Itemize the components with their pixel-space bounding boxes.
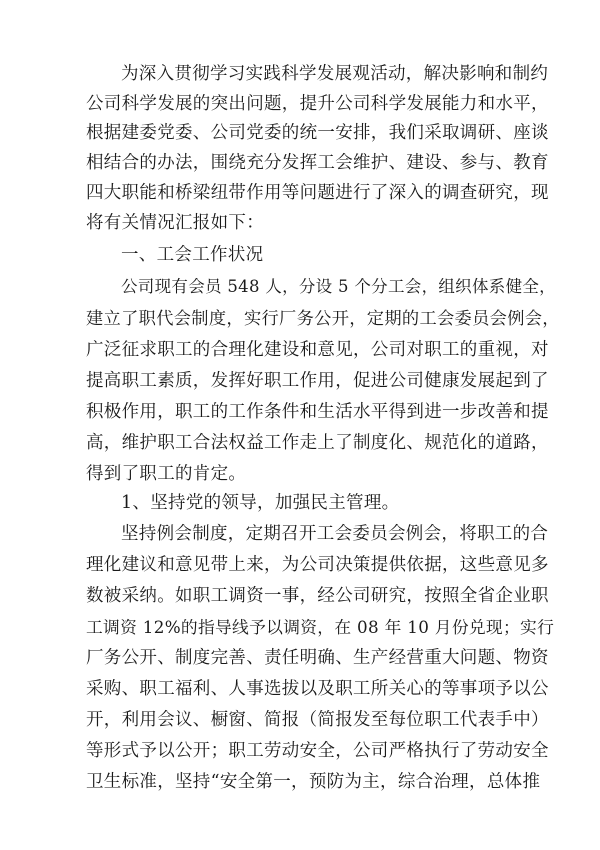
text-line-24: 卫生标准，坚持“安全第一，预防为主，综合治理，总体推 xyxy=(86,772,541,792)
text-line-16: 坚持例会制度，定期召开工会委员会例会，将职工的合 xyxy=(121,524,549,544)
text-line-5: 四大职能和桥梁纽带作用等问题进行了深入的调查研究，现 xyxy=(86,183,549,203)
text-line-9: 建立了职代会制度，实行厂务公开，定期的工会委员会例会， xyxy=(86,309,560,329)
text-line-14: 得到了职工的肯定。 xyxy=(86,464,247,484)
text-line-3: 根据建委党委、公司党委的统一安排，我们采取调研、座谈 xyxy=(86,123,549,143)
subsection-heading: 1、坚持党的领导，加强民主管理。 xyxy=(121,493,400,513)
text-line-17: 理化建议和意见带上来，为公司决策提供依据，这些意见多 xyxy=(86,555,549,575)
text-line-19: 工调资 12%的指导线予以调资，在 08 年 10 月份兑现；实行 xyxy=(86,617,555,637)
text-line-2: 公司科学发展的突出问题，提升公司科学发展能力和水平， xyxy=(86,94,549,114)
text-line-4: 相结合的办法，围绕充分发挥工会维护、建设、参与、教育 xyxy=(86,153,549,173)
text-line-23: 等形式予以公开；职工劳动安全，公司严格执行了劳动安全 xyxy=(86,741,549,761)
text-line-12: 积极作用，职工的工作条件和生活水平得到进一步改善和提 xyxy=(86,402,549,422)
text-line-18: 数被采纳。如职工调资一事，经公司研究，按照全省企业职 xyxy=(86,586,549,606)
text-line-1: 为深入贯彻学习实践科学发展观活动，解决影响和制约 xyxy=(121,64,549,84)
text-line-21: 采购、职工福利、人事选拔以及职工所关心的等事项予以公 xyxy=(86,679,549,699)
text-line-11: 提高职工素质，发挥好职工作用，促进公司健康发展起到了 xyxy=(86,371,549,391)
text-line-8: 公司现有会员 548 人，分设 5 个分工会，组织体系健全， xyxy=(121,277,556,296)
text-line-6: 将有关情况汇报如下： xyxy=(86,213,264,233)
section-heading: 一、工会工作状况 xyxy=(121,245,264,265)
text-line-13: 高，维护职工合法权益工作走上了制度化、规范化的道路， xyxy=(86,433,549,453)
text-line-10: 广泛征求职工的合理化建设和意见，公司对职工的重视，对 xyxy=(86,340,549,360)
text-line-20: 厂务公开、制度完善、责任明确、生产经营重大问题、物资 xyxy=(86,648,549,668)
text-line-22: 开，利用会议、橱窗、简报（简报发至每位职工代表手中） xyxy=(86,710,549,730)
